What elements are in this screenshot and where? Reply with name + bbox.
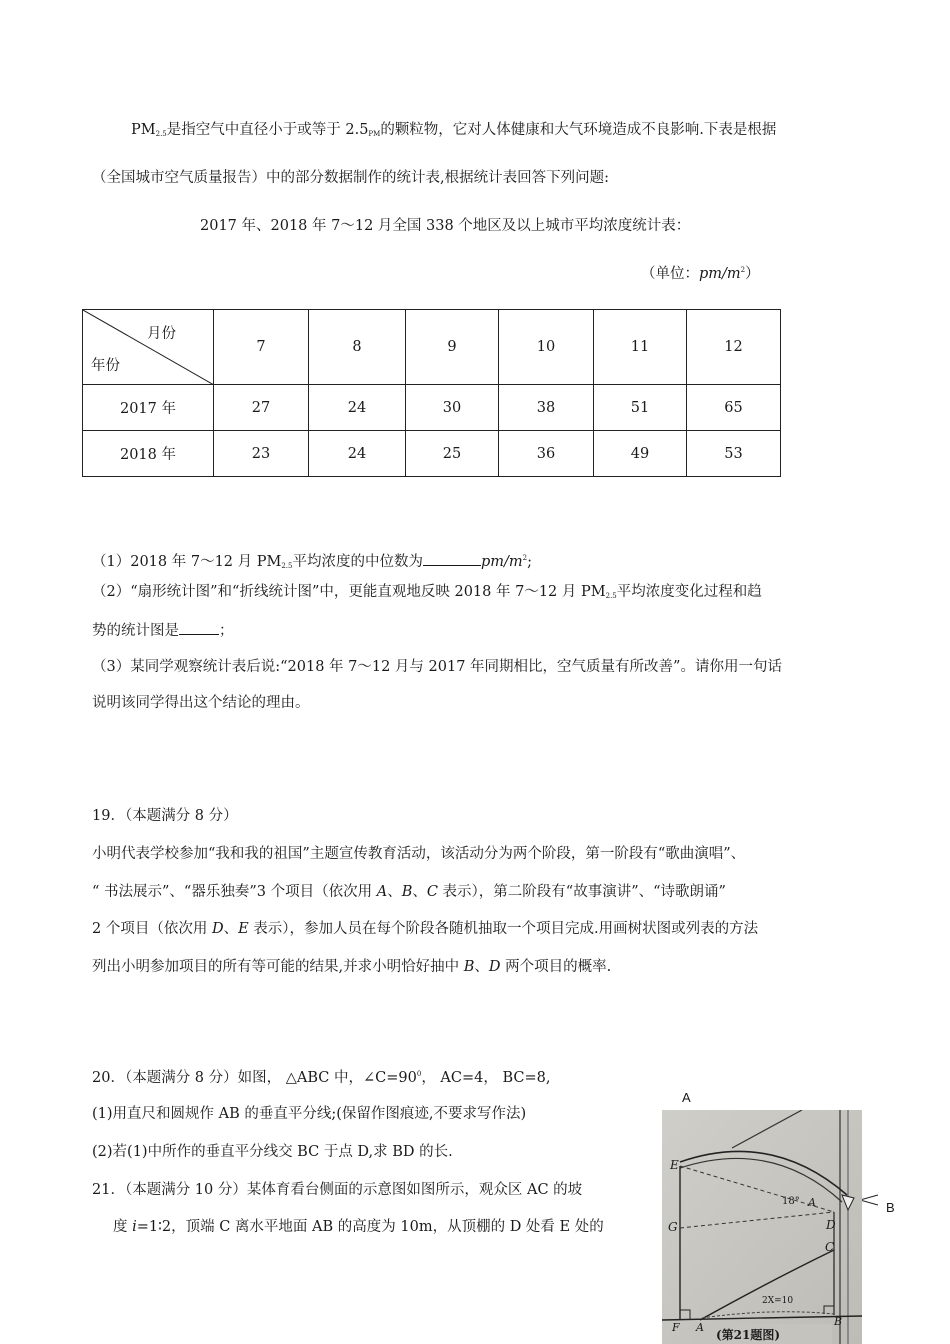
point-label-a: A — [696, 1321, 704, 1334]
q21-l2-b: =1∶2，顶端 C 离水平地面 AB 的高度为 10m，从顶棚的 D 处看 E 处的 — [136, 1219, 604, 1235]
q19-l3-b: 表示），参加人员在每个阶段各随机抽取一个项目完成.用画树状图或列表的方法 — [248, 921, 759, 937]
point-label-a-inner: A — [808, 1196, 816, 1209]
q18-part-2 — [92, 580, 762, 601]
q19-line-1: 小明代表学校参加“我和我的祖国”主题宣传教育活动，该活动分为两个阶段，第一阶段有“歌曲演唱”、 — [92, 846, 746, 862]
q18-part-2-cont — [92, 619, 234, 640]
corner-month-label: 月份 — [147, 326, 176, 342]
value-cell: 30 — [406, 385, 499, 431]
value-cell: 53 — [687, 431, 781, 477]
q20-header-a: 20．（本题满分 8 分）如图， △ABC 中，∠C=90 — [92, 1070, 417, 1086]
q21-line-2 — [113, 1215, 604, 1236]
q18-part-1 — [92, 550, 532, 571]
corner-year-label: 年份 — [91, 358, 120, 374]
value-cell: 65 — [687, 385, 781, 431]
var-c: C — [426, 884, 438, 900]
unit-subscript: PM — [368, 130, 381, 138]
q18-p2-sub: 2.5 — [605, 592, 617, 600]
answer-blank[interactable] — [423, 553, 481, 566]
sep: 、 — [412, 884, 427, 900]
point-label-b: B — [834, 1315, 843, 1328]
month-header: 11 — [594, 310, 687, 385]
q20-header — [92, 1066, 551, 1087]
month-header: 10 — [499, 310, 594, 385]
degree-sup: 0 — [416, 1070, 422, 1078]
q19-l4-b: 两个项目的概率. — [500, 959, 612, 975]
intro-text-a: 是指空气中直径小于或等于 2.5 — [166, 122, 369, 138]
unit-value: pm/m — [699, 266, 741, 282]
table-header-row — [83, 310, 781, 385]
q18-p1-end: ; — [527, 554, 533, 570]
q20-line-2: (2)若(1)中所作的垂直平分线交 BC 于点 D,求 BD 的长. — [92, 1144, 453, 1160]
q19-l4-a: 列出小明参加项目的所有等可能的结果,并求小明恰好抽中 — [92, 959, 464, 975]
q20-header-b: ， AC=4， BC=8, — [421, 1070, 551, 1086]
unit-label — [641, 262, 760, 283]
q19-l3-a: 2 个项目（依次用 — [92, 921, 212, 937]
month-header: 12 — [687, 310, 781, 385]
unit-suffix: ） — [745, 266, 760, 282]
table-row — [83, 385, 781, 431]
slope-label: 2X=10 — [762, 1296, 794, 1306]
statistics-table — [82, 309, 781, 477]
value-cell: 51 — [594, 385, 687, 431]
q18-p1-text-a: （1）2018 年 7～12 月 PM — [92, 554, 282, 570]
intro-text-b: 的颗粒物，它对人体健康和大气环境造成不良影响.下表是根据 — [380, 122, 777, 138]
unit-sup: 2 — [740, 266, 746, 274]
q19-line-3 — [92, 917, 758, 938]
answer-blank[interactable] — [179, 622, 219, 635]
point-label-c: C — [825, 1240, 835, 1254]
figure-21-photo — [662, 1110, 862, 1344]
q18-p1-sup: 2 — [522, 554, 528, 562]
pm-text: PM — [131, 122, 156, 138]
q19-header: 19．（本题满分 8 分） — [92, 808, 238, 824]
q20-line-1: (1)用直尺和圆规作 AB 的垂直平分线;(保留作图痕迹,不要求写作法) — [92, 1106, 527, 1122]
year-cell: 2018 年 — [83, 431, 214, 477]
q19-line-4 — [92, 955, 611, 976]
table-row — [83, 431, 781, 477]
value-cell: 25 — [406, 431, 499, 477]
value-cell: 24 — [309, 431, 406, 477]
intro-line-2: （全国城市空气质量报告）中的部分数据制作的统计表,根据统计表回答下列问题: — [92, 170, 609, 186]
figure-label-a: A — [682, 1090, 691, 1105]
sep: 、 — [387, 884, 402, 900]
pm-subscript: 2.5 — [155, 130, 167, 138]
q18-p2-text-a: （2）“扇形统计图”和“折线统计图”中，更能直观地反映 2018 年 7～12 月 PM — [92, 584, 606, 600]
q18-p2-cont-text: 势的统计图是 — [92, 623, 179, 639]
q19-line-2 — [92, 880, 726, 901]
q18-p1-sub: 2.5 — [281, 562, 293, 570]
unit-prefix: （单位： — [641, 266, 699, 282]
q19-l2-b: 表示），第二阶段有“故事演讲”、“诗歌朗诵” — [437, 884, 726, 900]
q18-p1-text-b: 平均浓度的中位数为 — [292, 554, 423, 570]
q18-p2-cont-end: ； — [219, 623, 234, 639]
month-header: 9 — [406, 310, 499, 385]
q18-part-3: （3）某同学观察统计表后说:“2018 年 7～12 月与 2017 年同期相比，空气质量有所改善”。请你用一句话 — [92, 659, 782, 675]
figure-caption: (第21题图) — [716, 1328, 781, 1342]
q18-part-3-cont: 说明该同学得出这个结论的理由。 — [92, 695, 310, 711]
table-title: 2017 年、2018 年 7～12 月全国 338 个地区及以上城市平均浓度统计表： — [200, 218, 691, 234]
var-a: A — [376, 884, 388, 900]
q19-l2-a: “ 书法展示”、“器乐独奏”3 个项目（依次用 — [92, 884, 377, 900]
month-header: 8 — [309, 310, 406, 385]
year-cell: 2017 年 — [83, 385, 214, 431]
month-header: 7 — [214, 310, 309, 385]
point-label-f: F — [672, 1321, 680, 1334]
var-d: D — [211, 921, 224, 937]
sep: 、 — [223, 921, 239, 937]
intro-line-1 — [131, 118, 776, 139]
figure-label-b: B — [886, 1200, 895, 1215]
var-b: B — [401, 884, 413, 900]
var-d: D — [488, 959, 501, 975]
value-cell: 36 — [499, 431, 594, 477]
value-cell: 27 — [214, 385, 309, 431]
var-i: i — [132, 1219, 137, 1235]
q21-header: 21．（本题满分 10 分）某体育看台侧面的示意图如图所示，观众区 AC 的坡 — [92, 1182, 583, 1198]
value-cell: 24 — [309, 385, 406, 431]
value-cell: 38 — [499, 385, 594, 431]
point-label-e: E — [670, 1158, 679, 1172]
var-b: B — [463, 959, 475, 975]
q18-p2-text-b: 平均浓度变化过程和趋 — [616, 584, 762, 600]
value-cell: 49 — [594, 431, 687, 477]
sep: 、 — [474, 959, 489, 975]
var-e: E — [238, 921, 249, 937]
q21-l2-a: 度 — [113, 1219, 133, 1235]
corner-cell — [83, 310, 214, 385]
point-label-d: D — [826, 1218, 836, 1232]
angle-label: 18° — [782, 1196, 800, 1207]
q18-p1-unit: pm/m — [480, 554, 523, 570]
value-cell: 23 — [214, 431, 309, 477]
point-label-g: G — [668, 1220, 678, 1234]
